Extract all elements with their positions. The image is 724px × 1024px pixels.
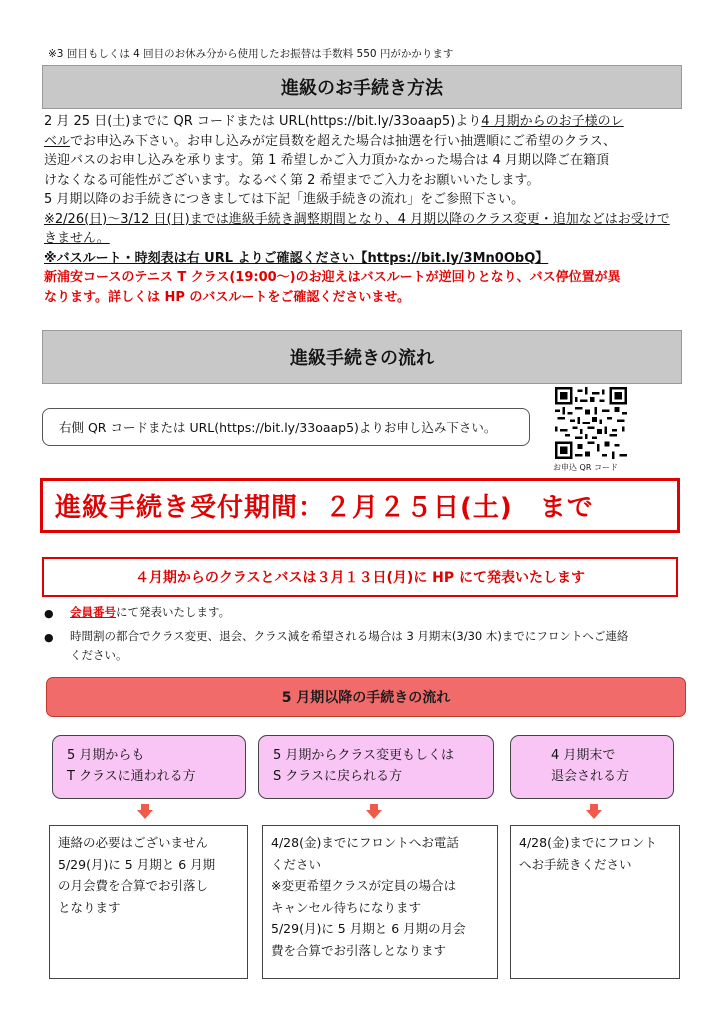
bullet-schedule-change	[44, 627, 684, 665]
section-title-flow: 進級手続きの流れ	[42, 330, 682, 384]
col1-body-line: 連絡の必要はございません	[58, 835, 209, 850]
flow-col2-body	[262, 825, 498, 979]
schedule-change-line-1: 時間割の都合でクラス変更、退会、クラス減を希望される場合は 3 月期末(3/30 木)までにフロントへご連絡	[70, 629, 629, 643]
procedure-paragraph	[44, 112, 684, 307]
col1-body-line: の月会費を合算でお引落し	[58, 878, 209, 893]
flow-col1-body	[49, 825, 248, 979]
apply-instruction-text: 右側 QR コードまたは URL(https://bit.ly/33oaap5)よりお申し込み下さい。	[59, 420, 497, 435]
qr-code-icon[interactable]	[555, 387, 627, 459]
adjustment-note-1: ※2/26(日)～3/12 日(日)までは進級手続き調整期間となり、4 月期以降のクラス変更・追加などはお受けで	[44, 211, 670, 227]
col3-head-line-1: 4 月期末で	[551, 748, 616, 763]
procedure-line-3: 送迎バスのお申し込みを承ります。第 1 希望しかご入力頂かなかった場合は 4 月期以降ご在籍頂	[44, 153, 610, 168]
flow-col3-header	[510, 735, 674, 799]
flow-title-bar	[46, 677, 686, 717]
announcement-banner	[42, 557, 678, 597]
col2-arrow-icon	[366, 804, 382, 819]
flow-reference: 5 月期以降のお手続きにつきましては下記「進級手続きの流れ」をご参照下さい。	[44, 192, 525, 207]
apply-instruction-box	[42, 408, 530, 446]
col2-body-line: 費を合算でお引落しとなります	[271, 942, 447, 958]
col2-head-line-1: 5 月期からクラス変更もしくは	[273, 748, 455, 763]
procedure-line-1: 2 月 25 日(土)までに QR コードまたは URL(https://bit.ly/33oaap5)より	[44, 114, 482, 129]
bullet-dot-icon: ●	[44, 631, 54, 644]
col3-head-line-2: 退会される方	[551, 769, 630, 784]
flow-col2-header	[258, 735, 494, 799]
flow-col3-body	[510, 825, 680, 979]
member-number-rest: にて発表いたします。	[116, 605, 231, 619]
col2-body-line: 4/28(金)までにフロントへお電話	[271, 835, 459, 850]
flow-title: 5 月期以降の手続きの流れ	[281, 690, 451, 706]
col1-head-line-2: T クラスに通われる方	[67, 769, 196, 784]
qr-caption: お申込 QR コード	[553, 463, 618, 472]
col1-head-line-1: 5 月期からも	[67, 748, 145, 763]
red-warning-1: 新浦安コースのテニス T クラス(19:00～)のお迎えはバスルートが逆回りとなり、バス停位置が異	[44, 270, 621, 285]
bullet-member-number	[44, 603, 684, 622]
col3-body-line: へお手続きください	[519, 856, 632, 872]
red-warning-2: なります。詳しくは HP のバスルートをご確認くださいませ。	[44, 289, 411, 305]
bullet-dot-icon: ●	[44, 607, 54, 620]
col2-body-line: ください	[271, 856, 322, 872]
procedure-line-2: でお申込み下さい。お申し込みが定員数を超えた場合は抽選を行い抽選順にご希望のクラス、	[70, 133, 617, 149]
col2-head-line-2: S クラスに戻られる方	[273, 769, 402, 784]
member-number-label: 会員番号	[70, 605, 116, 619]
col2-body-line: ※変更希望クラスが定員の場合は	[271, 878, 457, 893]
adjustment-note-2: きません。	[44, 231, 110, 246]
deadline-banner	[40, 478, 680, 533]
bus-route-note[interactable]: ※バスルート・時刻表は右 URL よりご確認ください【https://bit.ly/3Mn0ObQ】	[44, 250, 549, 266]
announcement-text: ４月期からのクラスとバスは３月１３日(月)に HP にて発表いたします	[134, 570, 586, 586]
deadline-text: 進級手続き受付期間：２月２５日(土) まで	[55, 493, 594, 523]
col2-body-line: 5/29(月)に 5 月期と 6 月期の月会	[271, 921, 466, 936]
col1-arrow-icon	[137, 804, 153, 819]
col1-body-line: となります	[58, 899, 121, 915]
procedure-line-4: けなくなる可能性がございます。なるべく第 2 希望までご入力をお願いいたします。	[44, 172, 540, 188]
schedule-change-line-2: ください。	[70, 648, 128, 662]
level-underline-cont: ベル	[44, 133, 71, 149]
section-title-procedure: 進級のお手続き方法	[42, 65, 682, 109]
flow-col1-header	[52, 735, 246, 799]
col3-body-line: 4/28(金)までにフロント	[519, 835, 657, 850]
col1-body-line: 5/29(月)に 5 月期と 6 月期	[58, 856, 216, 872]
level-underline: 4 月期からのお子様のレ	[481, 114, 624, 129]
col3-arrow-icon	[586, 804, 602, 819]
fee-note: ※3 回目もしくは 4 回目のお休み分から使用したお振替は手数料 550 円がかかります	[48, 48, 454, 60]
col2-body-line: キャンセル待ちになります	[271, 899, 422, 915]
